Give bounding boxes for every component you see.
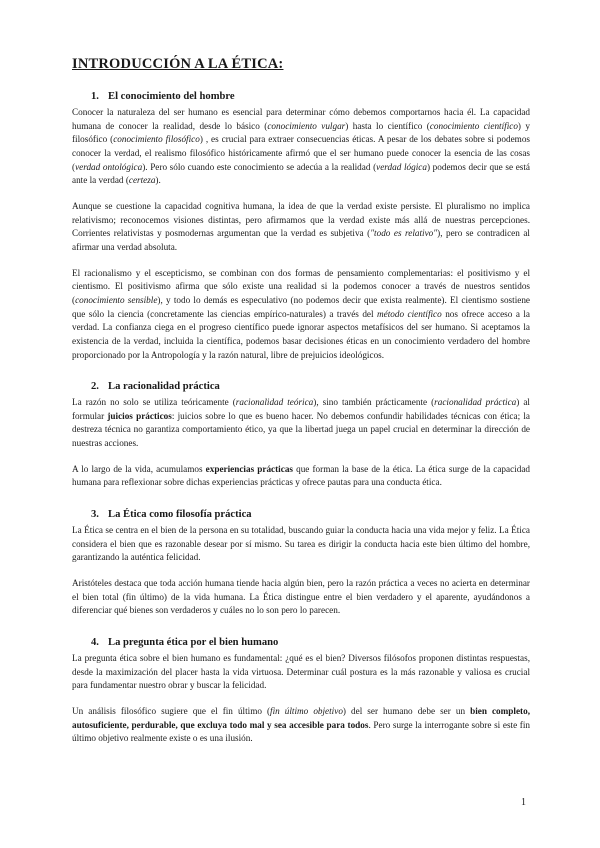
text-run: Aristóteles destaca que toda acción humana tiende hacia algún bien, pero la razón práctica a veces no acierta en determinar el bien total (fin último) de la vida humana. La Ética distingue entre el bien verdadero y el aparente, ayudándonos a diferenciar qué bienes son verdaderos y cuáles no lo son pero lo parecen. bbox=[72, 578, 530, 616]
document-body bbox=[72, 90, 530, 758]
section-heading-text: La pregunta ética por el bien humano bbox=[108, 637, 279, 649]
section-heading bbox=[91, 636, 530, 650]
italic-term: conocimiento sensible bbox=[75, 294, 158, 305]
section-number: 4. bbox=[91, 637, 99, 649]
italic-term: conocimiento vulgar bbox=[267, 120, 346, 131]
text-run: ) , es crucial para extraer consecuencias éticas. A pesar de los debates sobre si podemos conocer la verdad, el realismo filosófico históricamente afirmó que el ser humano puede conocer la esencia de las cosas ( bbox=[72, 134, 530, 172]
section-heading bbox=[91, 90, 530, 104]
section-number: 2. bbox=[91, 381, 99, 393]
bold-term: experiencias prácticas bbox=[205, 463, 293, 474]
text-run: ) y filosófico ( bbox=[72, 120, 531, 145]
body-paragraph bbox=[72, 524, 530, 565]
italic-term: racionalidad teórica bbox=[235, 397, 314, 408]
bold-term: bien completo, autosuficiente, perdurable, que excluya todo mal y sea accesible para todos bbox=[72, 706, 530, 730]
text-run: ) al formular bbox=[72, 397, 530, 421]
body-paragraph bbox=[72, 267, 530, 363]
section-number: 3. bbox=[91, 509, 99, 521]
body-paragraph bbox=[72, 200, 530, 255]
section-heading-text: La racionalidad práctica bbox=[108, 381, 220, 393]
text-run: Un análisis filosófico sugiere que el fin último ( bbox=[72, 706, 271, 716]
body-paragraph bbox=[72, 652, 530, 693]
italic-term: racionalidad práctica bbox=[434, 397, 517, 408]
body-paragraph bbox=[72, 705, 530, 746]
text-run: La Ética se centra en el bien de la persona en su totalidad, buscando guiar la conducta hacia una vida mejor y feliz. La Ética considera el bien que es razonable desear por sí mismo. Su tarea es dirigir la conducta hacia este bien último del hombre, garantizando la auténtica felicidad. bbox=[72, 525, 530, 563]
text-run: ), sino también prácticamente ( bbox=[313, 397, 435, 408]
text-run: ) podemos decir que se está ante la verdad ( bbox=[72, 161, 530, 186]
bold-term: juicios prácticos bbox=[107, 410, 172, 421]
text-run: Aunque se cuestione la capacidad cognitiva humana, la idea de que la verdad existe persiste. El pluralismo no implica relativismo; reconocemos visiones distintas, pero afirmamos que la verdad existe más allá de nuestras percepciones. Corrientes relativistas y posmodernas argumentan que la verdad es subjetiva ( bbox=[72, 200, 530, 239]
text-run: Conocer la naturaleza del ser humano es esencial para determinar cómo debemos comportarnos hacia él. La capacidad humana de conocer la realidad, desde lo básico ( bbox=[72, 107, 530, 131]
italic-term: verdad lógica bbox=[376, 161, 427, 172]
text-run: ). bbox=[155, 175, 161, 186]
italic-term: fin último objetivo bbox=[270, 706, 343, 716]
italic-term: conocimiento científico bbox=[429, 120, 518, 131]
text-run: ). Pero sólo cuando este conocimiento se adecúa a la realidad ( bbox=[142, 161, 377, 172]
page-number: 1 bbox=[521, 797, 526, 808]
section-heading-text: El conocimiento del hombre bbox=[108, 91, 235, 102]
text-run: ), pero se contradicen al afirmar una verdad absoluta. bbox=[72, 228, 530, 252]
italic-term: certeza bbox=[128, 175, 156, 186]
body-paragraph bbox=[72, 396, 530, 451]
section-heading-text: La Ética como filosofía práctica bbox=[108, 509, 252, 521]
body-paragraph bbox=[72, 577, 530, 618]
italic-term: conocimiento filosófico bbox=[113, 134, 200, 145]
text-run: ) hasta lo científico ( bbox=[345, 120, 430, 131]
body-paragraph bbox=[72, 106, 530, 188]
section-number: 1. bbox=[91, 91, 99, 102]
text-run: El racionalismo y el escepticismo, se combinan con dos formas de pensamiento complementarias: el positivismo y el cientismo. El positivismo afirma que sólo existe una realidad si la podemos conocer a través de nuestros sentidos ( bbox=[72, 267, 530, 305]
page-title: INTRODUCCIÓN A LA ÉTICA: bbox=[72, 56, 284, 72]
italic-term: "todo es relativo" bbox=[370, 228, 438, 239]
body-paragraph bbox=[72, 463, 530, 490]
text-run: : juicios sobre lo que es bueno hacer. No debemos confundir habilidades técnicas con ética; la destreza técnica no garantiza comportamiento ético, ya que la libertad juega un papel crucial en determinar la dirección de nuestras acciones. bbox=[72, 410, 530, 449]
text-run: A lo largo de la vida, acumulamos bbox=[72, 463, 206, 474]
text-run: La pregunta ética sobre el bien humano es fundamental: ¿qué es el bien? Diversos filósofos proponen distintas respuestas, desde la maximización del placer hasta la vida virtuosa. Determinar cuál postura es la más razonable y valiosa es crucial para fundamentar nuestro obrar y buscar la felicidad. bbox=[72, 653, 530, 691]
text-run: nos ofrece acceso a la verdad. La confianza ciega en el progreso científico puede ignorar aspectos metafísicos del ser humano. Si aceptamos la existencia de la verdad, incluida la científica, podemos basar decisiones éticas en un conocimiento verdadero del hombre proporcionado por la Antropología y la razón natural, libre de prejuicios ideológicos. bbox=[72, 308, 530, 360]
text-run: ) del ser humano debe ser un bbox=[342, 706, 471, 716]
italic-term: método científico bbox=[377, 308, 442, 319]
italic-term: verdad ontológica bbox=[75, 161, 143, 172]
text-run: que forman la base de la ética. La ética surge de la capacidad humana para reflexionar sobre dichas experiencias prácticas y ofrece pautas para una conducta ética. bbox=[72, 463, 530, 488]
text-run: ), y todo lo demás es especulativo (no podemos decir que exista realmente). El cientismo sostiene que sólo la ciencia (concretamente las ciencias empírico-naturales) a través del bbox=[72, 294, 530, 319]
section-heading bbox=[91, 380, 530, 394]
text-run: La razón no solo se utiliza teóricamente ( bbox=[72, 397, 236, 408]
text-run: . Pero surge la interrogante sobre si este fin último objetivo realmente existe o es una ilusión. bbox=[72, 719, 530, 744]
section-heading bbox=[91, 508, 530, 522]
